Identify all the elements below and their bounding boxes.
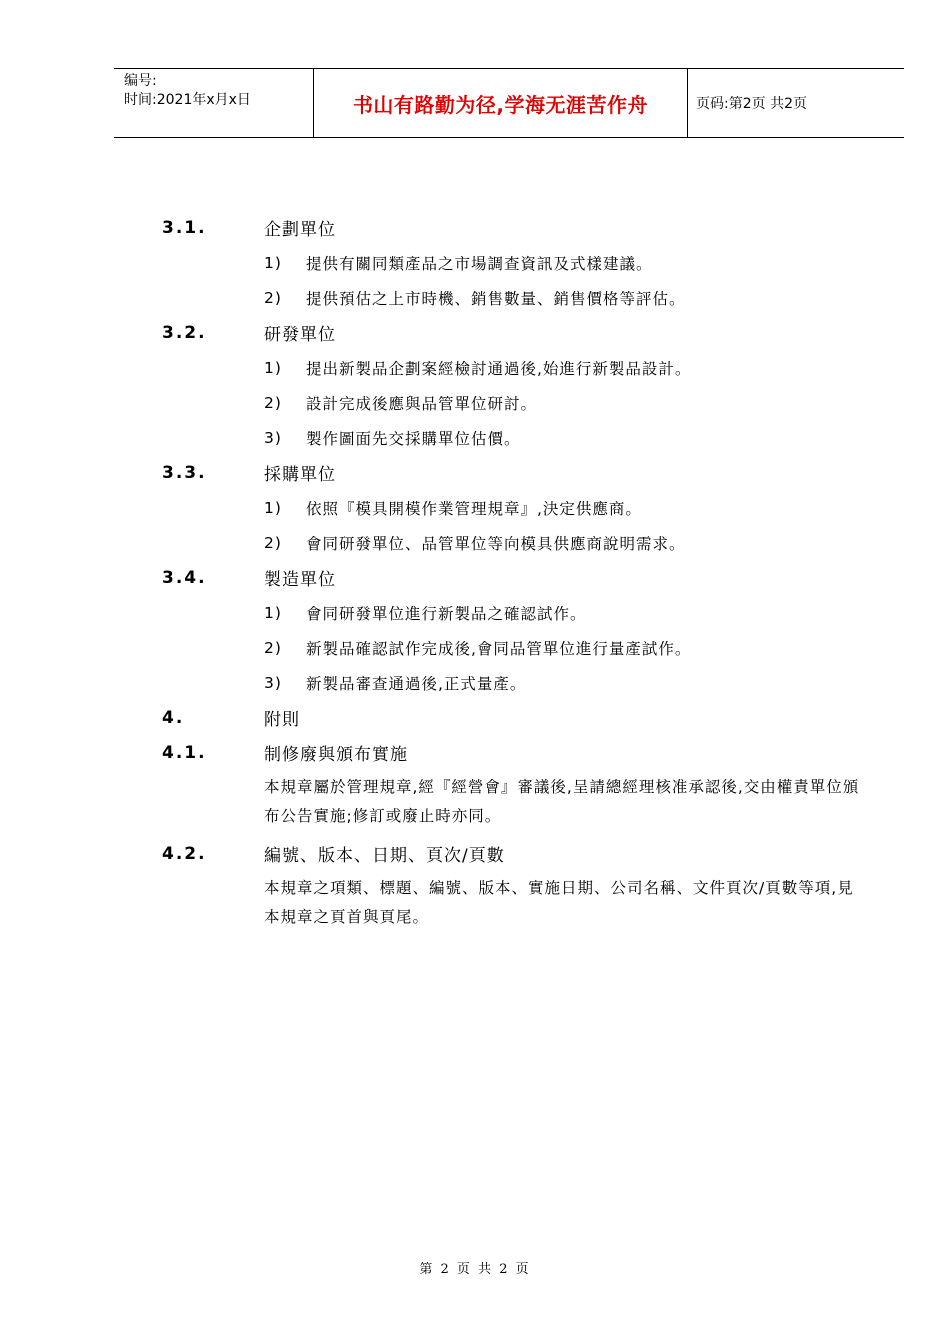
section-title: 附則 bbox=[264, 710, 300, 730]
section-number: 3.3. bbox=[162, 462, 207, 483]
section-title: 研發單位 bbox=[264, 325, 336, 345]
section-heading bbox=[162, 735, 862, 770]
list-item bbox=[162, 280, 862, 315]
section-heading bbox=[162, 315, 862, 350]
section-heading bbox=[162, 560, 862, 595]
document-number-label: 编号: bbox=[124, 73, 157, 89]
list-item-text: 提出新製品企劃案經檢討通過後,始進行新製品設計。 bbox=[306, 359, 692, 378]
document-body bbox=[162, 210, 862, 937]
list-item-number: 2) bbox=[264, 288, 282, 307]
section-number: 4.2. bbox=[162, 843, 207, 864]
list-item-text: 設計完成後應與品管單位研討。 bbox=[306, 394, 538, 413]
section-number: 4.1. bbox=[162, 742, 207, 763]
section-title: 製造單位 bbox=[264, 570, 336, 590]
list-item-number: 2) bbox=[264, 533, 282, 552]
list-item-text: 會同研發單位進行新製品之確認試作。 bbox=[306, 604, 587, 623]
section-title: 制修廢與頒布實施 bbox=[264, 745, 408, 765]
section-number: 3.1. bbox=[162, 217, 207, 238]
section-title: 採購單位 bbox=[264, 465, 336, 485]
section-number: 3.2. bbox=[162, 322, 207, 343]
page-footer: 第 2 页 共 2 页 bbox=[419, 1262, 531, 1277]
paragraph: 本規章之項類、標題、編號、版本、實施日期、公司名稱、文件頁次/頁數等項,見本規章之頁首與頁尾。 bbox=[264, 879, 854, 926]
list-item-text: 製作圖面先交採購單位估價。 bbox=[306, 429, 521, 448]
list-item-number: 2) bbox=[264, 638, 282, 657]
section-title: 企劃單位 bbox=[264, 220, 336, 240]
paragraph: 本規章屬於管理規章,經『經營會』審議後,呈請總經理核准承認後,交由權責單位頒布公告實施;修訂或廢止時亦同。 bbox=[264, 778, 860, 825]
document-time-label: 时间:2021年x月x日 bbox=[124, 92, 251, 108]
list-item-text: 提供預估之上市時機、銷售數量、銷售價格等評估。 bbox=[306, 289, 686, 308]
section-heading bbox=[162, 700, 862, 735]
list-item-number: 3) bbox=[264, 673, 282, 692]
list-item bbox=[162, 490, 862, 525]
section-title: 編號、版本、日期、頁次/頁數 bbox=[264, 846, 505, 866]
section-heading bbox=[162, 455, 862, 490]
section-heading bbox=[162, 836, 862, 871]
list-item bbox=[162, 525, 862, 560]
list-item-number: 3) bbox=[264, 428, 282, 447]
list-item-text: 新製品確認試作完成後,會同品管單位進行量產試作。 bbox=[306, 639, 692, 658]
list-item-text: 新製品審查通過後,正式量產。 bbox=[306, 674, 527, 693]
header-page-label: 页码:第2页 共2页 bbox=[696, 96, 807, 112]
list-item bbox=[162, 420, 862, 455]
list-item-number: 1) bbox=[264, 603, 282, 622]
list-item bbox=[162, 630, 862, 665]
list-item-text: 依照『模具開模作業管理規章』,決定供應商。 bbox=[306, 499, 642, 518]
list-item bbox=[162, 595, 862, 630]
list-item bbox=[162, 245, 862, 280]
list-item bbox=[162, 350, 862, 385]
page-header bbox=[114, 68, 904, 138]
section-number: 4. bbox=[162, 707, 185, 728]
list-item bbox=[162, 665, 862, 700]
list-item-number: 1) bbox=[264, 498, 282, 517]
list-item-text: 會同研發單位、品管單位等向模具供應商說明需求。 bbox=[306, 534, 686, 553]
section-number: 3.4. bbox=[162, 567, 207, 588]
list-item bbox=[162, 385, 862, 420]
header-motto: 书山有路勤为径,学海无涯苦作舟 bbox=[314, 69, 688, 137]
list-item-text: 提供有關同類產品之市場調查資訊及式樣建議。 bbox=[306, 254, 653, 273]
list-item-number: 1) bbox=[264, 358, 282, 377]
list-item-number: 1) bbox=[264, 253, 282, 272]
list-item-number: 2) bbox=[264, 393, 282, 412]
section-heading bbox=[162, 210, 862, 245]
header-meta bbox=[114, 69, 314, 137]
